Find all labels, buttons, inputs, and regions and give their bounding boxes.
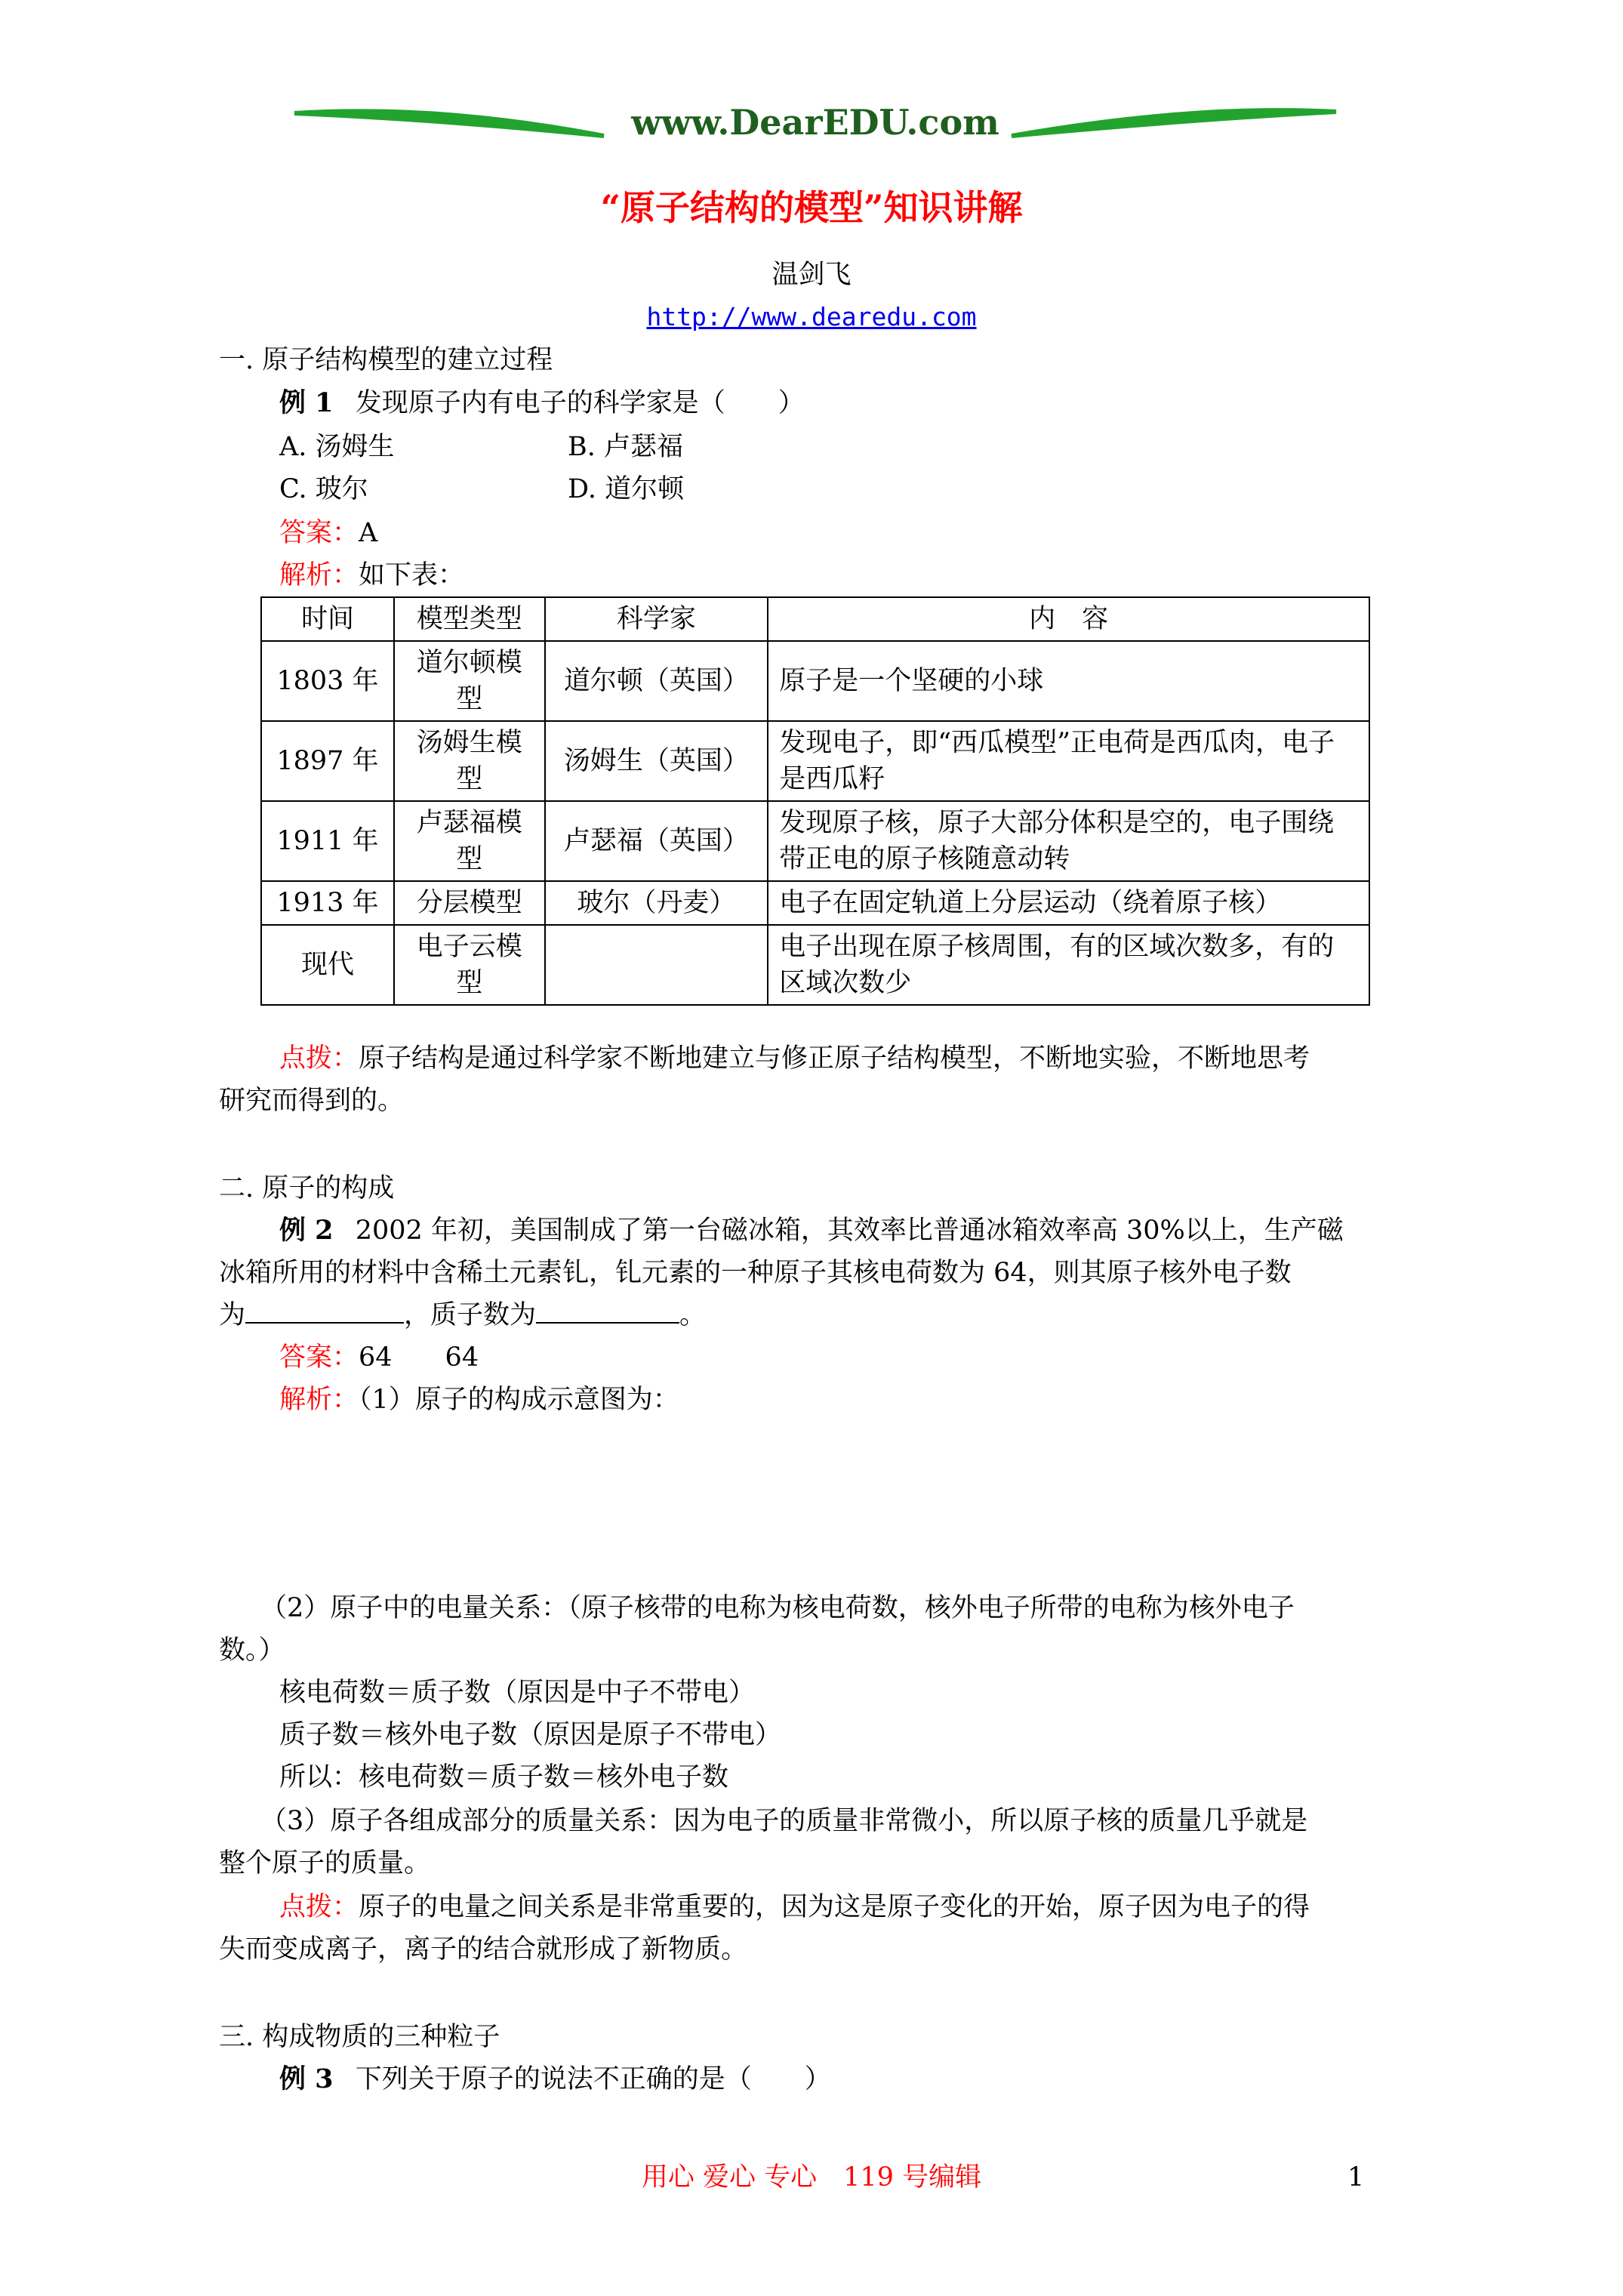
footer-slogan: 用心 爱心 专心 119 号编辑	[641, 2162, 982, 2193]
section1-tip-line1	[279, 1042, 1310, 1075]
answer-value: 64 64	[359, 1342, 479, 1373]
right-swoosh	[1012, 110, 1336, 136]
cell-model: 卢瑟福模型	[394, 801, 545, 881]
cell-model: 电子云模型	[394, 925, 545, 1005]
equation-1: 核电荷数＝质子数（原因是中子不带电）	[279, 1678, 756, 1708]
equation-2: 质子数＝核外电子数（原因是原子不带电）	[279, 1720, 782, 1750]
cell-content: 发现原子核，原子大部分体积是空的，电子围绕带正电的原子核随意动转	[768, 801, 1369, 881]
cell-time: 现代	[261, 925, 394, 1005]
section1-tip-line2: 研究而得到的。	[219, 1086, 405, 1116]
cell-content: 电子出现在原子核周围，有的区域次数多，有的区域次数少	[768, 925, 1369, 1005]
cell-model: 汤姆生模型	[394, 721, 545, 801]
answer-value: A	[359, 518, 378, 548]
option-c: C. 玻尔	[279, 474, 368, 504]
cell-scientist: 卢瑟福（英国）	[545, 801, 768, 881]
author-name: 温剑飞	[771, 260, 852, 290]
table-row	[261, 721, 1369, 801]
left-swoosh	[294, 111, 604, 136]
table-row	[261, 801, 1369, 881]
section2-tip-line1	[279, 1891, 1310, 1924]
table-row	[261, 881, 1369, 925]
line3-start: 为	[219, 1300, 246, 1330]
cell-scientist	[545, 925, 768, 1005]
analysis-text: 如下表：	[359, 560, 465, 590]
analysis-label: 解析：	[279, 560, 359, 590]
example3-label: 例 3	[279, 2063, 334, 2094]
example3-text: 下列关于原子的说法不正确的是（ ）	[355, 2064, 831, 2094]
section2-heading: 二. 原子的构成	[219, 1173, 395, 1203]
header-model-type: 模型类型	[394, 597, 545, 641]
cell-scientist: 玻尔（丹麦）	[545, 881, 768, 925]
example2-line3	[219, 1299, 706, 1332]
atomic-model-history-table	[260, 596, 1370, 1006]
equation-3: 所以：核电荷数＝质子数＝核外电子数	[279, 1762, 729, 1792]
cell-time: 1911 年	[261, 801, 394, 881]
site-header-banner	[287, 97, 1344, 149]
example1-text: 发现原子内有电子的科学家是（ ）	[355, 388, 805, 418]
mass-relation-line2: 整个原子的质量。	[219, 1848, 431, 1878]
example2-line2: 冰箱所用的材料中含稀土元素钆，钆元素的一种原子其核电荷数为 64，则其原子核外电子数	[219, 1258, 1292, 1288]
header-content: 内 容	[768, 597, 1369, 641]
cell-model: 分层模型	[394, 881, 545, 925]
example1-label: 例 1	[279, 387, 334, 418]
tip-label: 点拨：	[279, 1892, 359, 1922]
cell-content: 电子在固定轨道上分层运动（绕着原子核）	[768, 881, 1369, 925]
option-a: A. 汤姆生	[279, 432, 395, 462]
example2-answer	[279, 1341, 479, 1374]
cell-time: 1897 年	[261, 721, 394, 801]
section3-heading: 三. 构成物质的三种粒子	[219, 2022, 500, 2052]
table-header-row	[261, 597, 1369, 641]
section1-heading: 一. 原子结构模型的建立过程	[219, 345, 553, 375]
example2-label: 例 2	[279, 1215, 334, 1246]
cell-scientist: 汤姆生（英国）	[545, 721, 768, 801]
table-row	[261, 925, 1369, 1005]
page-number: 1	[1347, 2162, 1365, 2193]
tip-label: 点拨：	[279, 1043, 359, 1074]
example1-question	[279, 387, 805, 420]
cell-time: 1913 年	[261, 881, 394, 925]
answer-label: 答案：	[279, 518, 359, 548]
example2-line1	[279, 1214, 1344, 1247]
line3-mid: ，质子数为	[404, 1300, 537, 1330]
option-b: B. 卢瑟福	[568, 432, 683, 462]
option-d: D. 道尔顿	[568, 474, 685, 504]
analysis-text: （1）原子的构成示意图为：	[359, 1385, 679, 1415]
proton-count-blank[interactable]	[536, 1299, 679, 1324]
charge-relation-line1: （2）原子中的电量关系：（原子核带的电称为核电荷数，核外电子所带的电称为核外电子	[260, 1593, 1295, 1623]
example1-analysis	[279, 559, 464, 592]
example2-text: 2002 年初，美国制成了第一台磁冰箱，其效率比普通冰箱效率高 30%以上，生产磁	[355, 1216, 1344, 1246]
tip-text: 原子结构是通过科学家不断地建立与修正原子结构模型，不断地实验，不断地思考	[359, 1043, 1310, 1074]
header-scientist: 科学家	[545, 597, 768, 641]
cell-content: 发现电子，即“西瓜模型”正电荷是西瓜肉，电子是西瓜籽	[768, 721, 1369, 801]
cell-scientist: 道尔顿（英国）	[545, 641, 768, 721]
example2-analysis	[279, 1383, 679, 1416]
analysis-label: 解析：	[279, 1385, 359, 1415]
answer-label: 答案：	[279, 1342, 359, 1373]
line3-end: 。	[679, 1300, 707, 1330]
charge-relation-line2: 数。）	[219, 1635, 285, 1666]
site-name: www.DearEDU.com	[631, 102, 999, 143]
mass-relation-line1: （3）原子各组成部分的质量关系：因为电子的质量非常微小，所以原子核的质量几乎就是	[260, 1806, 1308, 1836]
header-time: 时间	[261, 597, 394, 641]
document-title: “原子结构的模型”知识讲解	[600, 187, 1023, 228]
example3-question	[279, 2063, 831, 2096]
example1-answer	[279, 516, 377, 550]
section2-tip-line2: 失而变成离子，离子的结合就形成了新物质。	[219, 1934, 748, 1965]
website-link[interactable]	[0, 300, 1623, 334]
cell-model: 道尔顿模型	[394, 641, 545, 721]
cell-content: 原子是一个坚硬的小球	[768, 641, 1369, 721]
electron-count-blank[interactable]	[245, 1299, 404, 1324]
website-link-text[interactable]: http://www.dearedu.com	[646, 302, 977, 331]
cell-time: 1803 年	[261, 641, 394, 721]
tip-text: 原子的电量之间关系是非常重要的，因为这是原子变化的开始，原子因为电子的得	[359, 1892, 1310, 1922]
table-row	[261, 641, 1369, 721]
